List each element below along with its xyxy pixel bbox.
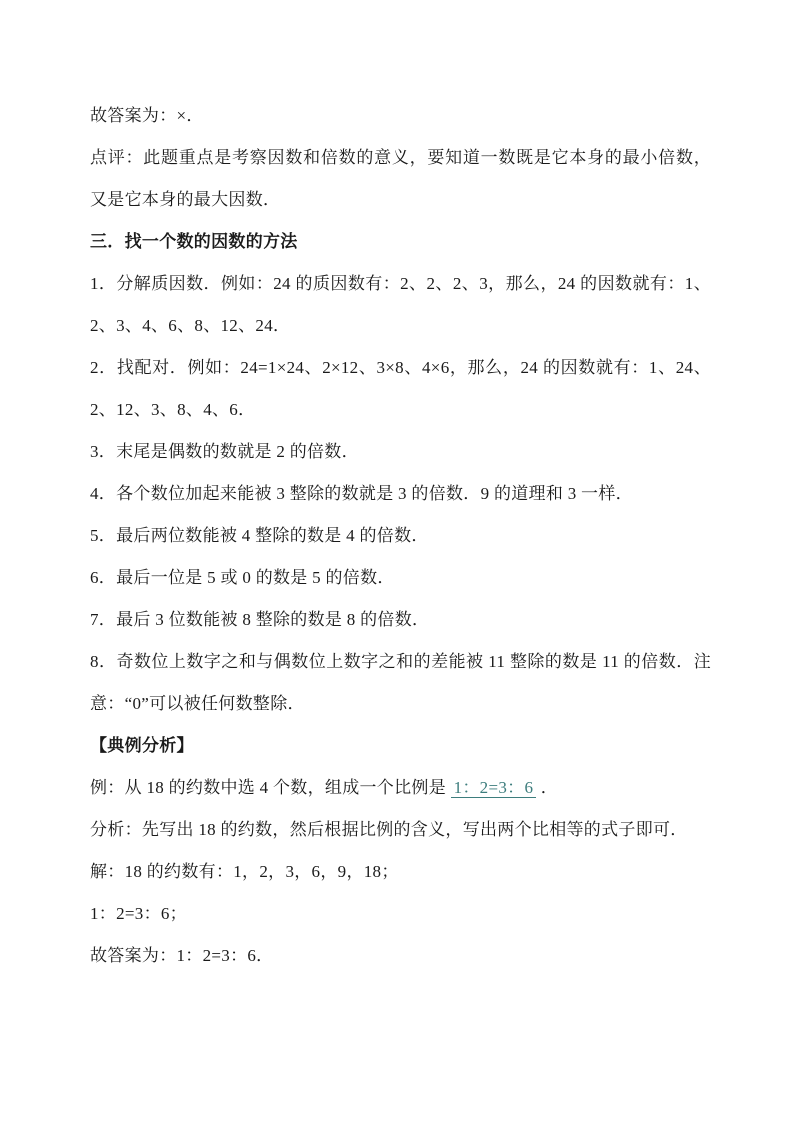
paragraph: 分析：先写出 18 的约数，然后根据比例的含义，写出两个比相等的式子即可． <box>90 820 688 839</box>
paragraph: 故答案为：×． <box>90 106 204 125</box>
paragraph-text: ． <box>536 778 559 797</box>
paragraph <box>90 767 711 809</box>
paragraph: 故答案为：1：2=3：6． <box>90 946 274 965</box>
paragraph-text: 例：从 18 的约数中选 4 个数，组成一个比例是 <box>90 778 451 797</box>
paragraph: 4．各个数位加起来能被 3 整除的数就是 3 的倍数．9 的道理和 3 一样． <box>90 484 633 503</box>
answer-blank: 1：2=3：6 <box>451 778 537 798</box>
section-heading: 【典例分析】 <box>90 736 194 755</box>
paragraph: 8．奇数位上数字之和与偶数位上数字之和的差能被 11 整除的数是 11 的倍数．注意：“0”可以被任何数整除． <box>90 652 711 713</box>
paragraph: 1．分解质因数．例如：24 的质因数有：2、2、2、3，那么，24 的因数就有：1、2、3、4、6、8、12、24． <box>90 274 711 335</box>
section-heading: 三．找一个数的因数的方法 <box>90 232 298 251</box>
paragraph: 2．找配对．例如：24=1×24、2×12、3×8、4×6，那么，24 的因数就有：1、24、2、12、3、8、4、6． <box>90 358 711 419</box>
document-body <box>90 95 711 977</box>
paragraph: 6．最后一位是 5 或 0 的数是 5 的倍数． <box>90 568 395 587</box>
paragraph: 5．最后两位数能被 4 整除的数是 4 的倍数． <box>90 526 429 545</box>
paragraph: 点评：此题重点是考察因数和倍数的意义，要知道一数既是它本身的最小倍数，又是它本身的最大因数． <box>90 148 711 209</box>
paragraph: 1：2=3：6； <box>90 904 187 923</box>
paragraph: 解：18 的约数有：1，2，3，6，9，18； <box>90 862 399 881</box>
paragraph: 3．末尾是偶数的数就是 2 的倍数． <box>90 442 359 461</box>
paragraph: 7．最后 3 位数能被 8 整除的数是 8 的倍数． <box>90 610 430 629</box>
